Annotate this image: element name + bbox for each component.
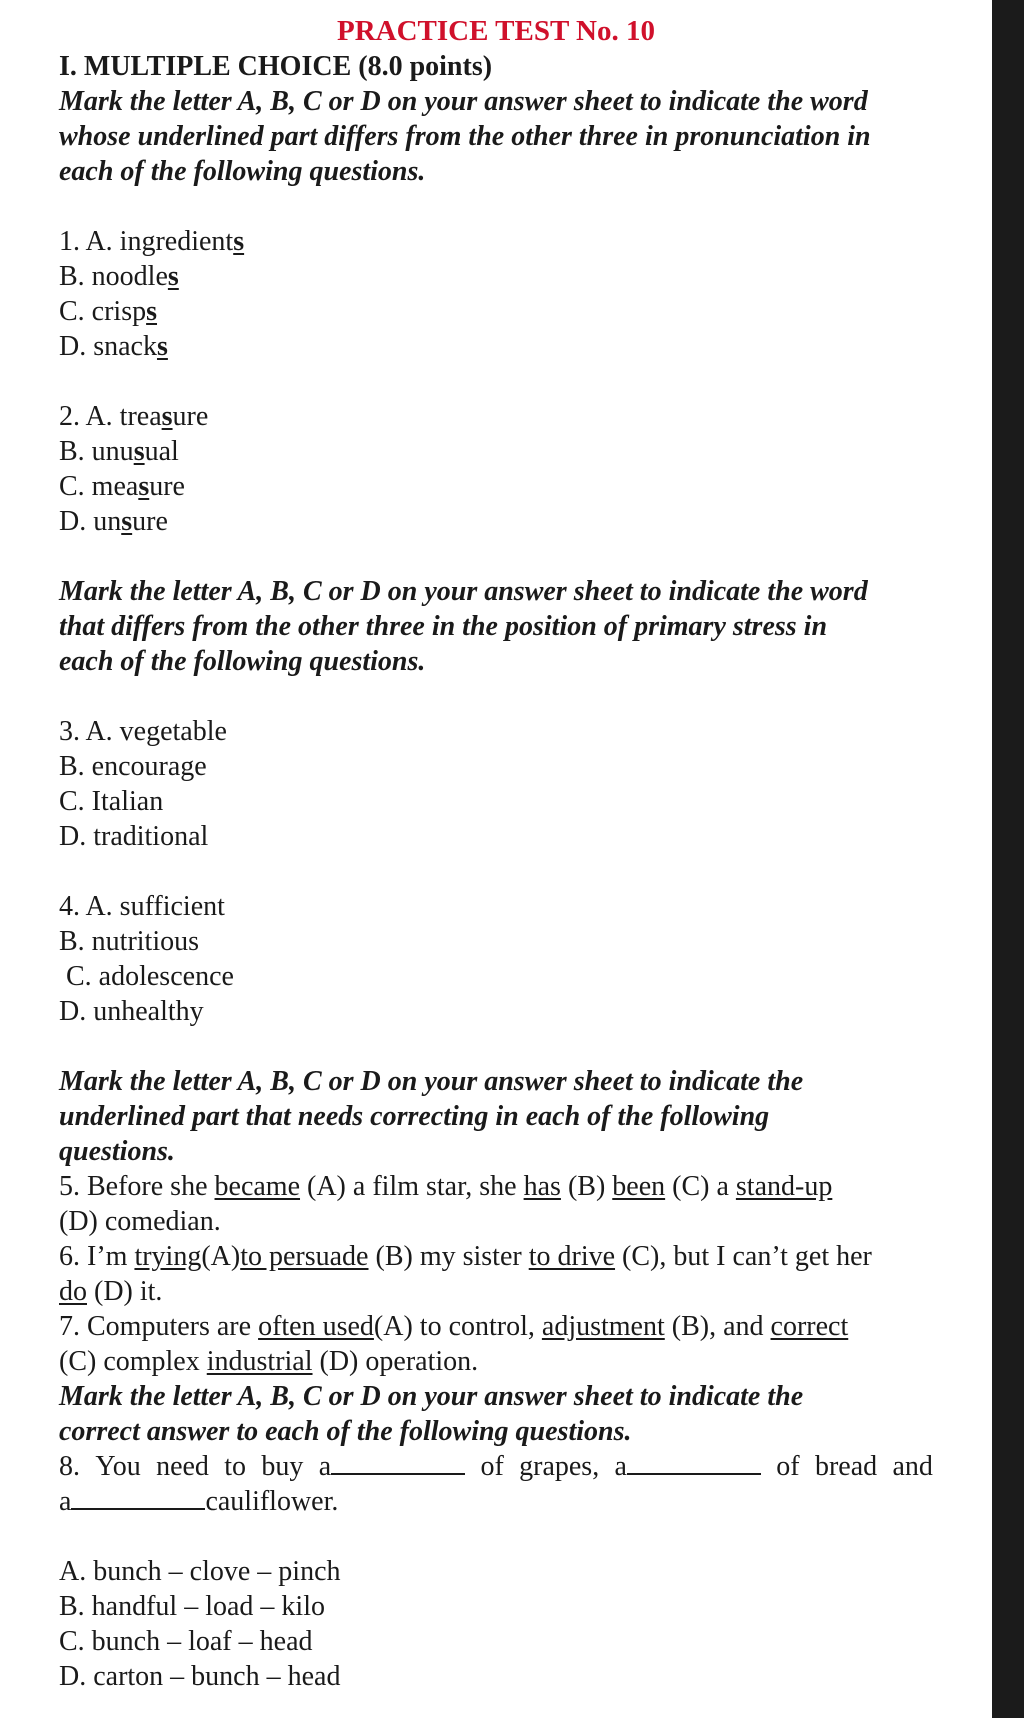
instruction-pronunciation: Mark the letter A, B, C or D on your answer sheet to indicate the word whose underlined part differs from the other three in pronunciation in each of the following questions.	[59, 86, 871, 187]
q2-option-c: C. measure	[59, 471, 185, 502]
q8-stem-line-2: a cauliflower.	[59, 1486, 339, 1517]
q4-option-a: 4. A. sufficient	[59, 891, 225, 922]
instruction-correction: Mark the letter A, B, C or D on your answer sheet to indicate the underlined part that needs correcting in each of the following questions.	[59, 1066, 804, 1167]
instruction-answer: Mark the letter A, B, C or D on your answer sheet to indicate the correct answer to each of the following questions.	[59, 1381, 804, 1447]
q8-blank-3	[71, 1484, 205, 1510]
question-4	[59, 889, 939, 1029]
q8-option-b: B. handful – load – kilo	[59, 1591, 325, 1622]
instruction-stress: Mark the letter A, B, C or D on your answer sheet to indicate the word that differs from the other three in the position of primary stress in each of the following questions.	[59, 576, 868, 677]
q4-option-c: C. adolescence	[66, 961, 234, 992]
q3-option-b: B. encourage	[59, 751, 207, 782]
q1-option-c: C. crisps	[59, 296, 158, 327]
question-8	[59, 1449, 939, 1694]
q8-option-c: C. bunch – loaf – head	[59, 1626, 313, 1657]
question-7: 7. Computers are often used(A) to control, adjustment (B), and correct (C) complex industrial (D) operation.	[59, 1311, 849, 1377]
q8-stem-line-1: 8. You need to buy a of grapes, a of bread and	[59, 1451, 933, 1482]
question-2	[59, 399, 939, 539]
q3-option-c: C. Italian	[59, 786, 164, 817]
page-title: PRACTICE TEST No. 10	[336, 15, 655, 47]
q2-option-b: B. unusual	[59, 436, 179, 467]
q8-blank-2	[627, 1449, 761, 1475]
question-5: 5. Before she became (A) a film star, she has (B) been (C) a stand-up (D) comedian.	[59, 1171, 833, 1237]
q3-option-a: 3. A. vegetable	[59, 716, 227, 747]
q8-option-d: D. carton – bunch – head	[59, 1661, 341, 1692]
q4-option-b: B. nutritious	[59, 926, 200, 957]
q3-option-d: D. traditional	[59, 821, 209, 852]
q8-option-a: A. bunch – clove – pinch	[59, 1556, 341, 1587]
test-content	[59, 14, 939, 1694]
question-6: 6. I’m trying(A)to persuade (B) my sister to drive (C), but I can’t get her do (D) it.	[59, 1241, 872, 1307]
question-3	[59, 714, 939, 854]
section-heading: I. MULTIPLE CHOICE (8.0 points)	[59, 51, 493, 82]
q1-option-a: 1. A. ingredients	[59, 226, 245, 257]
q8-blank-1	[331, 1449, 465, 1475]
q1-option-b: B. noodles	[59, 261, 179, 292]
q2-option-d: D. unsure	[59, 506, 168, 537]
question-1	[59, 224, 939, 364]
q1-option-d: D. snacks	[59, 331, 168, 362]
q2-option-a: 2. A. treasure	[59, 401, 209, 432]
q4-option-d: D. unhealthy	[59, 996, 204, 1027]
window-edge	[992, 0, 1024, 1718]
